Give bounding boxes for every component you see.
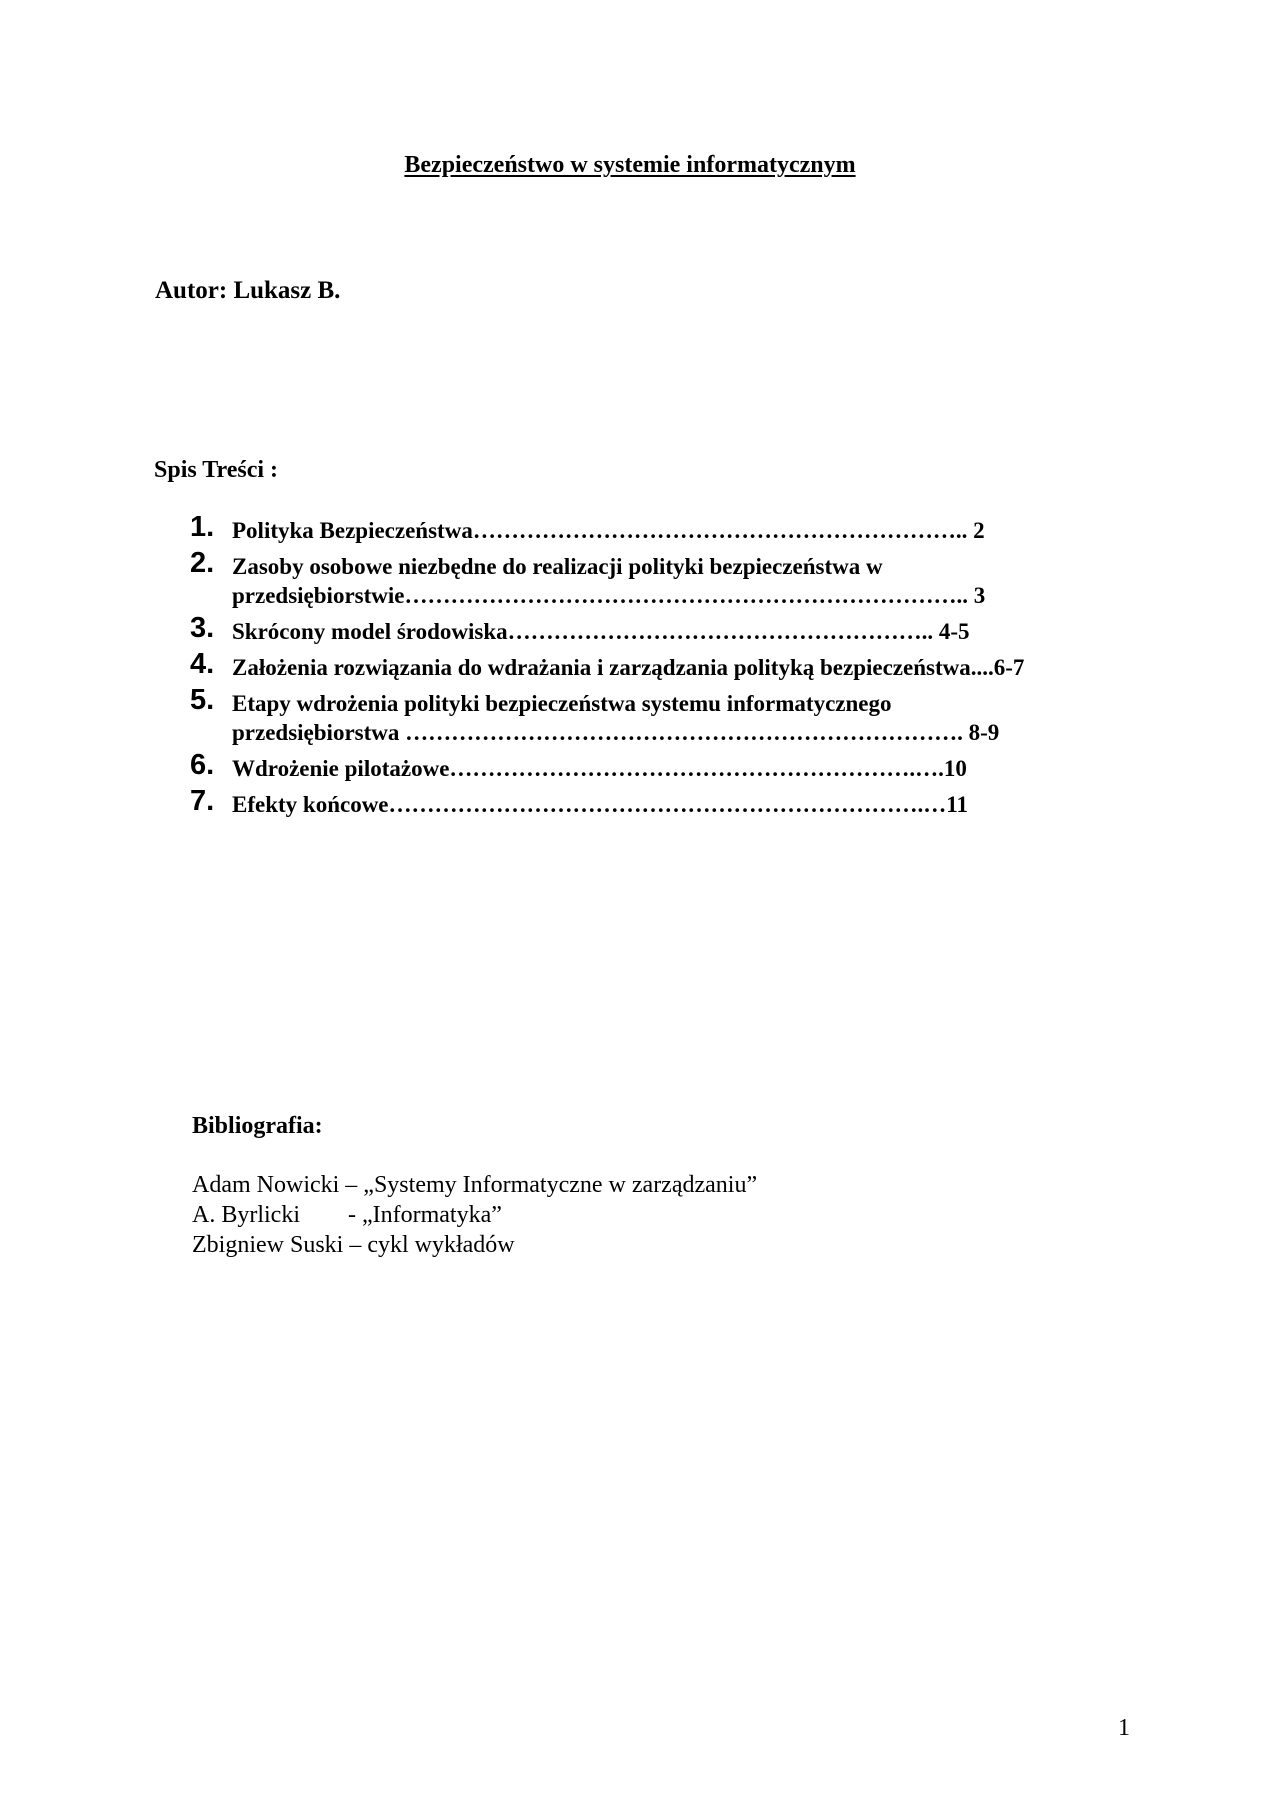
toc-heading: Spis Treści :: [154, 457, 279, 483]
toc-item-number: 7.: [190, 785, 215, 817]
toc-item-text: Zasoby osobowe niezbędne do realizacji polityki bezpieczeństwa w: [232, 554, 883, 579]
bibliography-entry: Adam Nowicki – „Systemy Informatyczne w zarządzaniu”: [192, 1172, 758, 1198]
toc-item-text: Założenia rozwiązania do wdrażania i zarządzania polityką bezpieczeństwa....6-7: [232, 655, 1025, 680]
toc-item: [190, 785, 1150, 819]
toc-item-text: Wdrożenie pilotażowe…………………………………………………….….10: [232, 756, 967, 781]
bibliography-entry: Zbigniew Suski – cykl wykładów: [192, 1232, 515, 1258]
toc-item: [190, 547, 1150, 610]
toc-item-text-continued: przedsiębiorstwa ………………………………………………………………. 8-9: [232, 720, 1000, 745]
page-number: 1: [1118, 1715, 1130, 1741]
bibliography-heading: Bibliografia:: [192, 1113, 323, 1139]
document-title: Bezpieczeństwo w systemie informatycznym: [404, 152, 856, 178]
toc-item: [190, 684, 1150, 747]
table-of-contents: [190, 511, 1150, 826]
toc-item-number: 3.: [190, 612, 215, 644]
toc-item-number: 2.: [190, 547, 215, 579]
bibliography-list: [192, 1170, 757, 1260]
toc-item-text: Polityka Bezpieczeństwa……………………………………………………….. 2: [232, 518, 985, 543]
toc-item-text: Efekty końcowe…………………………………………………………….…11: [232, 792, 968, 817]
toc-item-number: 1.: [190, 511, 215, 543]
toc-item: [190, 612, 1150, 646]
toc-item-text: Etapy wdrożenia polityki bezpieczeństwa systemu informatycznego: [232, 691, 892, 716]
author-line: Autor: Lukasz B.: [155, 277, 341, 304]
bibliography-entry: A. Byrlicki - „Informatyka”: [192, 1202, 502, 1228]
toc-item-text: Skrócony model środowiska……………………………………………….. 4-5: [232, 619, 970, 644]
toc-item-text-continued: przedsiębiorstwie……………………………………………………………….. 3: [232, 583, 986, 608]
toc-item-number: 4.: [190, 648, 215, 680]
toc-item: [190, 648, 1150, 682]
toc-item: [190, 749, 1150, 783]
toc-item-number: 5.: [190, 684, 215, 716]
toc-item-number: 6.: [190, 749, 215, 781]
toc-item: [190, 511, 1150, 545]
